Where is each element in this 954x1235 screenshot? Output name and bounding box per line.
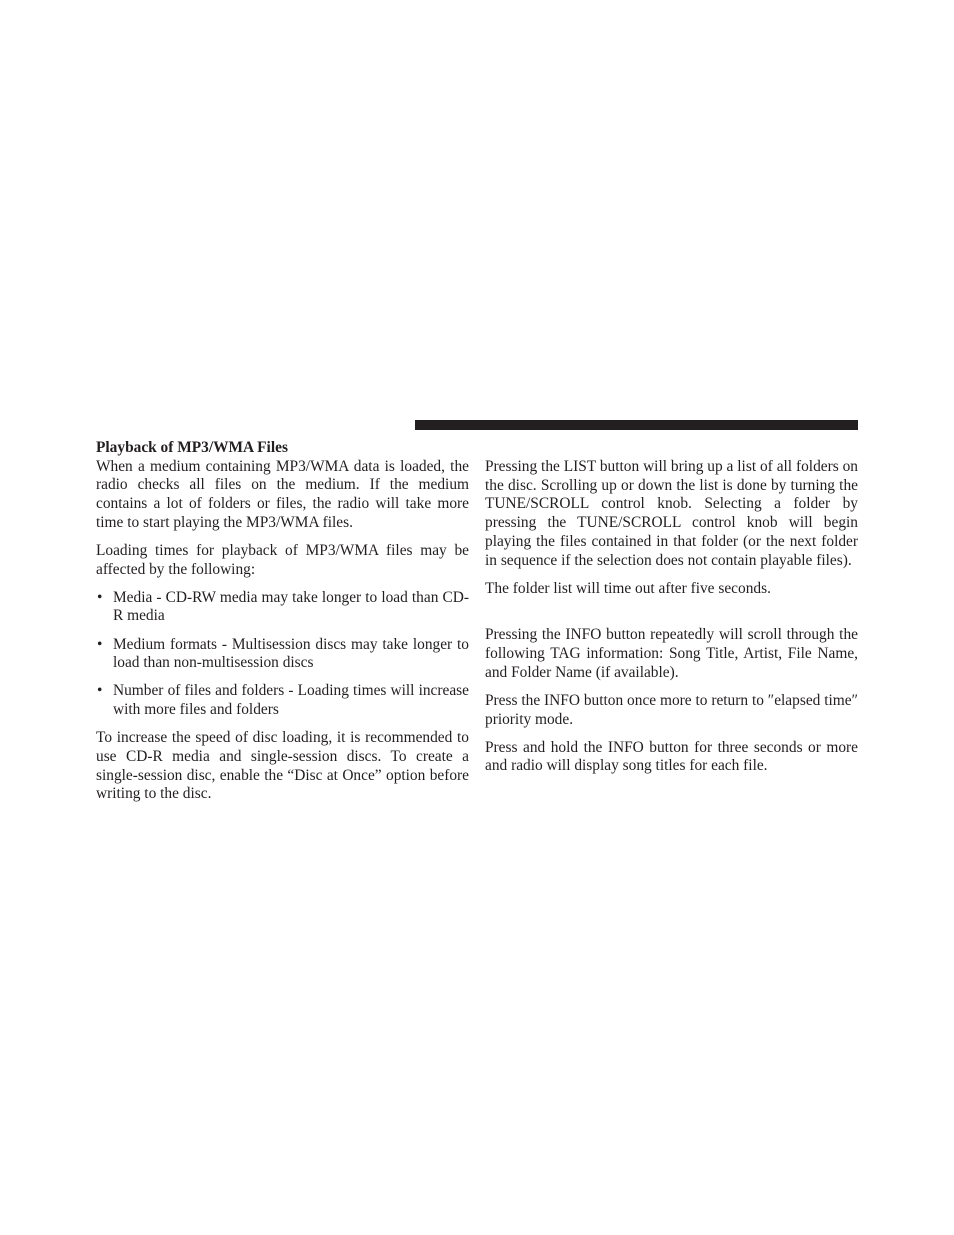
list-item-text: Media - CD-RW media may take longer to load than CD-R media — [113, 588, 469, 625]
header-rule — [415, 420, 858, 430]
list-item-text: Number of files and folders - Loading times will increase with more files and folders — [113, 682, 469, 718]
section-heading: Playback of MP3/WMA Files — [96, 439, 288, 456]
info-hold-paragraph: Press and hold the INFO button for three seconds or more and radio will display song titles for each file. — [485, 738, 858, 775]
list-item — [96, 636, 469, 673]
bullet-list — [96, 589, 469, 720]
right-column — [485, 458, 858, 785]
bullet-icon: • — [97, 682, 103, 700]
bullet-icon: • — [97, 635, 103, 653]
bullet-icon: • — [97, 588, 103, 606]
list-button-paragraph: Pressing the LIST button will bring up a list of all folders on the disc. Scrolling up or down the list is done by turning the TUNE/SCROLL control knob. Selecting a folder by pressing the TUNE/SCROLL control knob will begin playing the files contained in that folder (or the next folder in sequence if the selection does not contain playable files). — [485, 458, 858, 569]
intro-paragraph: When a medium containing MP3/WMA data is loaded, the radio checks all files on the medium. If the medium contains a lot of folders or files, the radio will take more time to start playing the MP3/WMA files. — [96, 457, 469, 531]
list-item — [96, 589, 469, 626]
list-item-text: Medium formats - Multisession discs may take longer to load than non-multisession discs — [113, 635, 469, 672]
left-column — [96, 439, 469, 813]
timeout-paragraph: The folder list will time out after five seconds. — [485, 579, 771, 597]
list-item — [96, 682, 469, 719]
section-gap — [485, 608, 858, 627]
info-return-paragraph: Press the INFO button once more to return to ″elapsed time″ priority mode. — [485, 691, 858, 728]
info-button-paragraph: Pressing the INFO button repeatedly will scroll through the following TAG information: Song Title, Artist, File Name, and Folder Name (if available). — [485, 626, 858, 681]
loading-intro-paragraph: Loading times for playback of MP3/WMA files may be affected by the following: — [96, 541, 469, 578]
recommendation-paragraph: To increase the speed of disc loading, it is recommended to use CD-R media and single-session discs. To create a single-session disc, enable the “Disc at Once” option before writing to the disc. — [96, 729, 469, 803]
